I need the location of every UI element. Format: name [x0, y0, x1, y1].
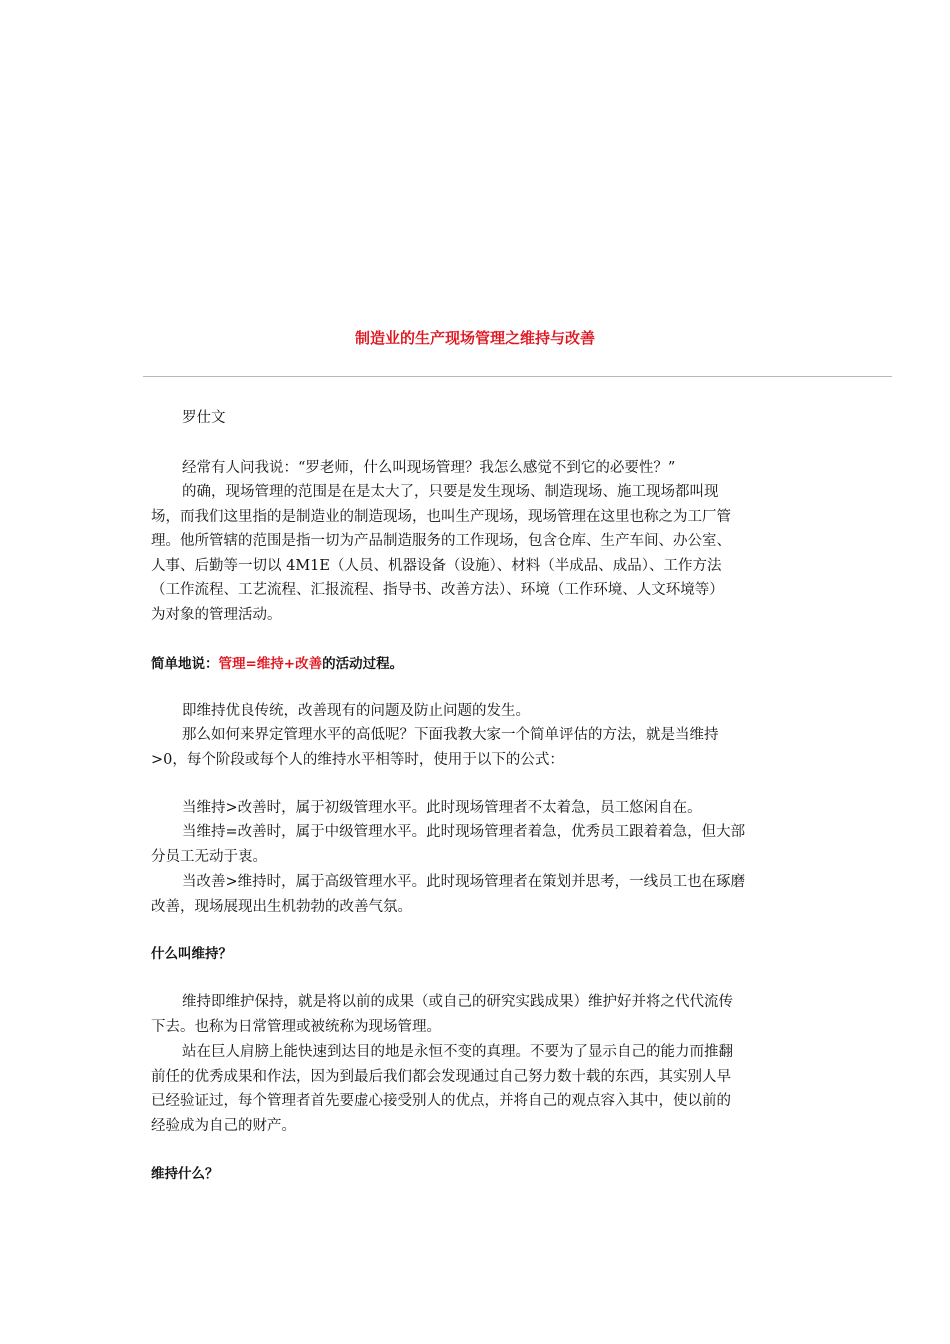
- intro-paragraph: [151, 480, 811, 627]
- text-line: 当改善>维持时，属于高级管理水平。此时现场管理者在策划并思考，一线员工也在琢磨: [182, 874, 746, 890]
- text-line: 理。他所管辖的范围是指一切为产品制造服务的工作现场，包含仓库、生产车间、办公室、: [151, 533, 731, 549]
- author: 罗仕文: [182, 410, 226, 426]
- summary-prefix: 简单地说：: [151, 656, 219, 672]
- section-heading-what-is-maintain: 什么叫维持？: [151, 946, 232, 962]
- summary-formula: 管理=维持+改善: [218, 656, 323, 672]
- text-line: 站在巨人肩膀上能快速到达目的地是永恒不变的真理。不要为了显示自己的能力而推翻: [182, 1044, 733, 1060]
- maintain-definition: 即维持优良传统，改善现有的问题及防止问题的发生。: [182, 703, 530, 719]
- text-line: 维持即维护保持，就是将以前的成果（或自己的研究实践成果）维护好并将之代代流传: [182, 994, 733, 1010]
- level-advanced: [151, 870, 811, 919]
- maintain-paragraph-2: [151, 1040, 811, 1138]
- text-line: 的确，现场管理的范围是在是太大了，只要是发生现场、制造现场、施工现场都叫现: [182, 484, 719, 500]
- summary-suffix: 的活动过程。: [322, 656, 404, 672]
- text-line: （工作流程、工艺流程、汇报流程、指导书、改善方法）、环境（工作环境、人文环境等）: [151, 582, 724, 598]
- intro-line: 经常有人问我说：“罗老师，什么叫现场管理？我怎么感觉不到它的必要性？”: [182, 460, 676, 476]
- level-primary: 当维持>改善时，属于初级管理水平。此时现场管理者不太着急，员工悠闲自在。: [182, 800, 702, 816]
- text-line: 为对象的管理活动。: [151, 606, 282, 623]
- text-line: >0，每个阶段或每个人的维持水平相等时，使用于以下的公式：: [151, 751, 564, 768]
- text-line: 分员工无动于衷。: [151, 848, 267, 865]
- text-line: 那么如何来界定管理水平的高低呢？下面我教大家一个简单评估的方法，就是当维持: [182, 727, 719, 743]
- section-heading-what-to-maintain: 维持什么？: [151, 1166, 219, 1182]
- maintain-paragraph-1: [151, 990, 811, 1039]
- text-line: 改善，现场展现出生机勃勃的改善气氛。: [151, 898, 412, 915]
- text-line: 经验成为自己的财产。: [151, 1117, 296, 1134]
- summary-heading: [151, 654, 403, 674]
- text-line: 已经验证过，每个管理者首先要虚心接受别人的优点，并将自己的观点容入其中，使以前的: [151, 1093, 731, 1109]
- text-line: 场，而我们这里指的是制造业的制造现场，也叫生产现场，现场管理在这里也称之为工厂管: [151, 508, 731, 525]
- level-intermediate: [151, 820, 811, 869]
- text-line: 前任的优秀成果和作法，因为到最后我们都会发现通过自己努力数十载的东西，其实别人早: [151, 1068, 731, 1085]
- text-line: 下去。也称为日常管理或被统称为现场管理。: [151, 1018, 441, 1035]
- text-line: 人事、后勤等一切以 4M1E（人员、机器设备（设施）、材料（半成品、成品）、工作方法: [151, 557, 722, 574]
- evaluation-paragraph: [151, 723, 811, 772]
- title-divider: [143, 376, 892, 377]
- document-title: 制造业的生产现场管理之维持与改善: [354, 329, 595, 347]
- text-line: 当维持=改善时，属于中级管理水平。此时现场管理者着急，优秀员工跟着着急，但大部: [182, 824, 746, 840]
